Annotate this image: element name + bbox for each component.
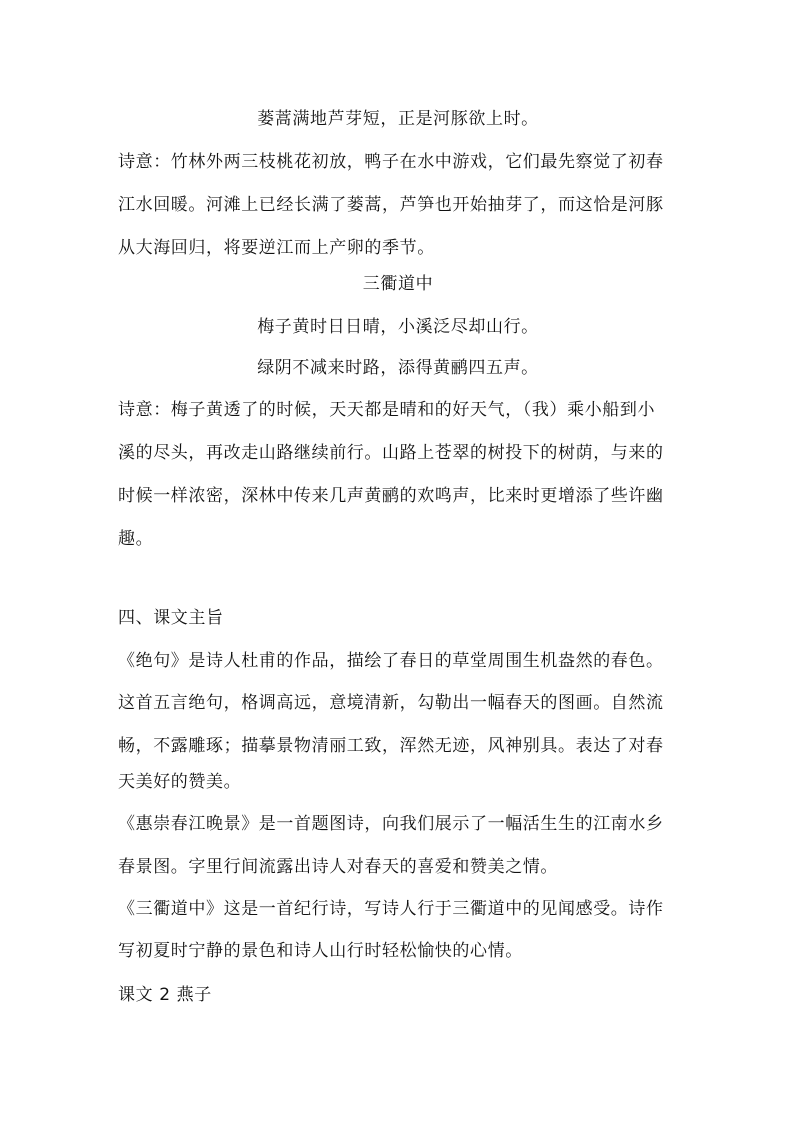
summary-line: 《惠崇春江晚景》是一首题图诗，向我们展示了一幅活生生的江南水乡: [118, 814, 664, 834]
summary-line: 《绝句》是诗人杜甫的作品，描绘了春日的草堂周围生机盎然的春色。: [118, 651, 664, 671]
summary-line: 春景图。字里行间流露出诗人对春天的喜爱和赞美之情。: [118, 857, 558, 877]
poem-verse-line: 绿阴不减来时路，添得黄鹂四五声。: [257, 358, 539, 378]
poem-verse-line: 梅子黄时日日晴，小溪泛尽却山行。: [257, 317, 539, 337]
poem-meaning-line: 趣。: [118, 529, 154, 549]
summary-line: 写初夏时宁静的景色和诗人山行时轻松愉快的心情。: [118, 941, 523, 961]
poem-meaning-line: 时候一样浓密，深林中传来几声黄鹂的欢鸣声，比来时更增添了些许幽: [118, 486, 664, 506]
poem-verse-line: 蒌蒿满地芦芽短，正是河豚欲上时。: [257, 109, 539, 129]
summary-line: 畅，不露雕琢；描摹景物清丽工致，浑然无迹，风神别具。表达了对春: [118, 736, 664, 756]
poem-meaning-line: 诗意：梅子黄透了的时候，天天都是晴和的好天气，（我）乘小船到小: [118, 400, 656, 420]
section-heading: 四、课文主旨: [118, 608, 224, 628]
poem-meaning-line: 从大海回归，将要逆江而上产卵的季节。: [118, 238, 435, 258]
summary-line: 这首五言绝句，格调高远，意境清新，勾勒出一幅春天的图画。自然流: [118, 693, 664, 713]
poem-meaning-line: 江水回暖。河滩上已经长满了蒌蒿，芦笋也开始抽芽了，而这恰是河豚: [118, 195, 664, 215]
summary-line: 天美好的赞美。: [118, 772, 242, 792]
summary-line: 《三衢道中》这是一首纪行诗，写诗人行于三衢道中的见闻感受。诗作: [118, 899, 664, 919]
next-lesson-title: 课文 2 燕子: [118, 985, 212, 1005]
poem-meaning-line: 诗意：竹林外两三枝桃花初放，鸭子在水中游戏，它们最先察觉了初春: [118, 152, 664, 172]
poem-title: 三衢道中: [362, 274, 434, 294]
poem-meaning-line: 溪的尽头，再改走山路继续前行。山路上苍翠的树投下的树荫，与来的: [118, 443, 664, 463]
